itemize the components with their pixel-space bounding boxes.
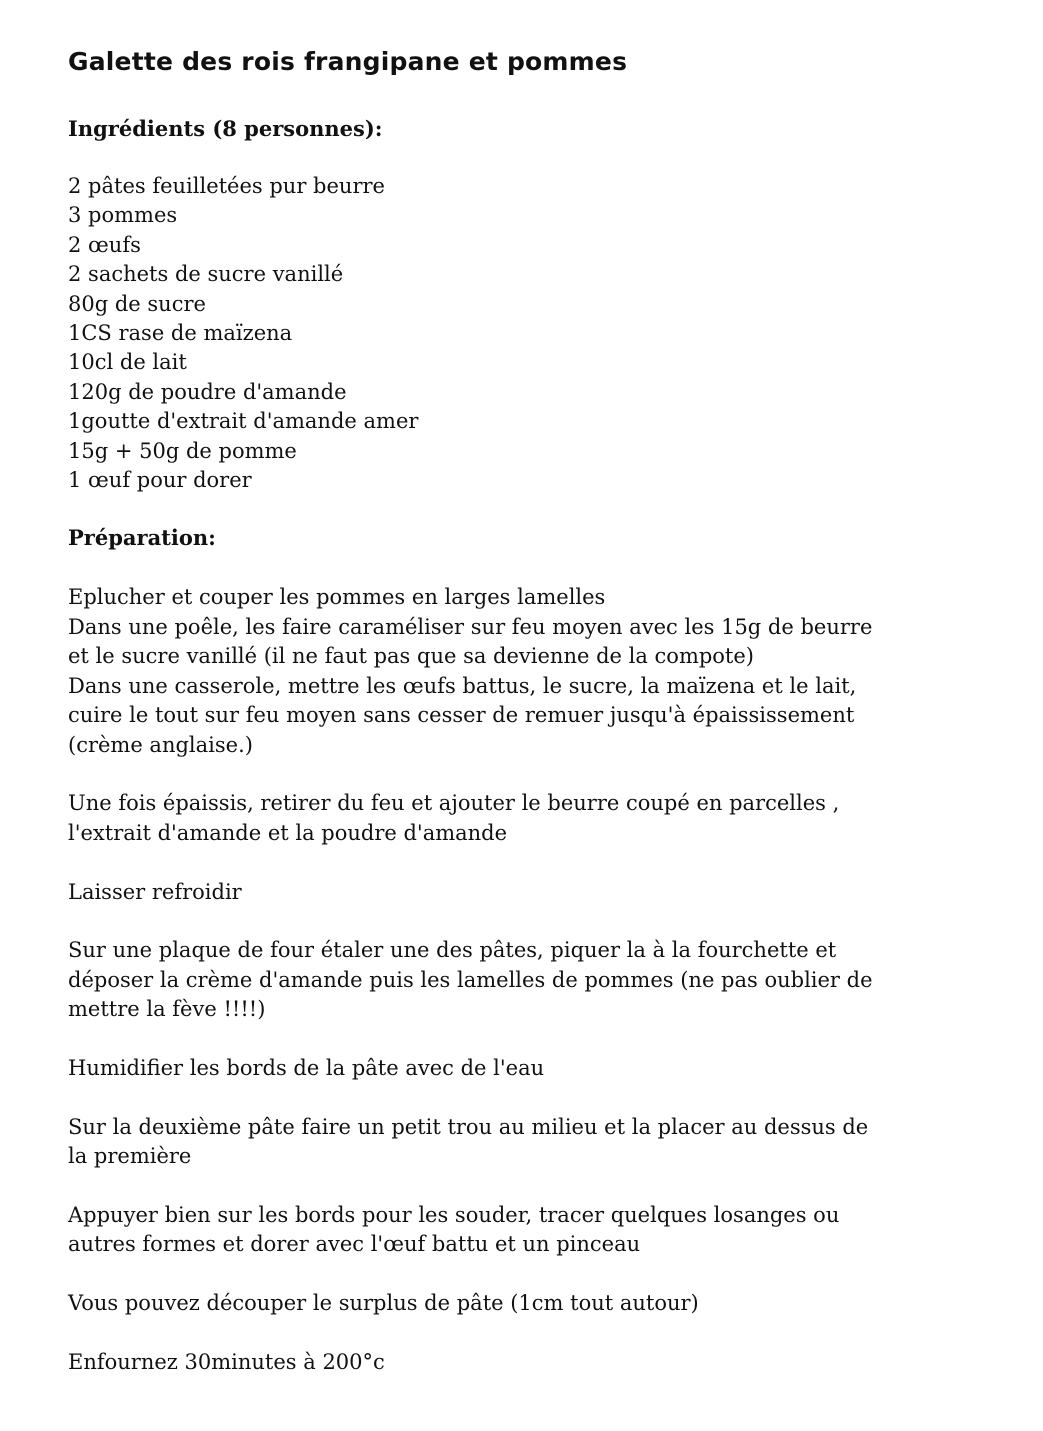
preparation-paragraph [68,1289,1008,1318]
preparation-paragraph [68,1054,1008,1083]
preparation-heading: Préparation: [68,525,216,551]
ingredient-item: 2 œufs [68,232,141,257]
preparation-line: Laisser refroidir [68,879,242,904]
preparation-line: (crème anglaise.) [68,732,253,757]
ingredient-item: 15g + 50g de pomme [68,438,297,463]
preparation-line: Dans une casserole, mettre les œufs battus, le sucre, la maïzena et le lait, [68,673,857,698]
preparation-line: déposer la crème d'amande puis les lamelles de pommes (ne pas oublier de [68,967,873,992]
ingredient-item: 10cl de lait [68,350,187,375]
preparation-line: Vous pouvez découper le surplus de pâte (1cm tout autour) [68,1291,699,1316]
recipe-document [68,44,1008,1407]
ingredient-item: 80g de sucre [68,291,206,316]
preparation-paragraph [68,583,1008,759]
preparation-steps [68,583,1008,1377]
preparation-paragraph [68,789,1008,848]
recipe-title: Galette des rois frangipane et pommes [68,47,628,76]
preparation-line: Sur la deuxième pâte faire un petit trou au milieu et la placer au dessus de [68,1114,869,1139]
ingredient-item: 1 œuf pour dorer [68,468,252,493]
ingredients-list [68,172,1008,495]
ingredient-item: 120g de poudre d'amande [68,379,347,404]
preparation-paragraph [68,1113,1008,1172]
preparation-line: mettre la fève !!!!) [68,997,266,1022]
ingredient-item: 3 pommes [68,203,178,228]
ingredient-item: 1CS rase de maïzena [68,321,293,346]
ingredient-item: 2 pâtes feuilletées pur beurre [68,174,385,198]
preparation-line: Sur une plaque de four étaler une des pâtes, piquer la à la fourchette et [68,938,837,963]
preparation-paragraph [68,936,1008,1024]
ingredients-heading: Ingrédients (8 personnes): [68,116,383,141]
preparation-paragraph [68,1201,1008,1260]
preparation-line: cuire le tout sur feu moyen sans cesser de remuer jusqu'à épaississement [68,703,855,728]
preparation-line: Appuyer bien sur les bords pour les souder, tracer quelques losanges ou [68,1202,840,1227]
preparation-line: l'extrait d'amande et la poudre d'amande [68,820,508,845]
preparation-line: Enfournez 30minutes à 200°c [68,1349,385,1374]
preparation-line: Une fois épaissis, retirer du feu et ajouter le beurre coupé en parcelles , [68,791,840,816]
preparation-line: Eplucher et couper les pommes en larges lamelles [68,585,606,610]
ingredient-item: 1goutte d'extrait d'amande amer [68,409,419,434]
preparation-line: et le sucre vanillé (il ne faut pas que sa devienne de la compote) [68,644,754,669]
preparation-paragraph [68,1348,1008,1377]
preparation-line: Humidifier les bords de la pâte avec de l'eau [68,1055,545,1080]
preparation-line: autres formes et dorer avec l'œuf battu et un pinceau [68,1232,641,1257]
preparation-line: la première [68,1144,192,1169]
ingredient-item: 2 sachets de sucre vanillé [68,262,344,287]
preparation-line: Dans une poêle, les faire caraméliser sur feu moyen avec les 15g de beurre [68,614,873,639]
preparation-paragraph [68,878,1008,907]
